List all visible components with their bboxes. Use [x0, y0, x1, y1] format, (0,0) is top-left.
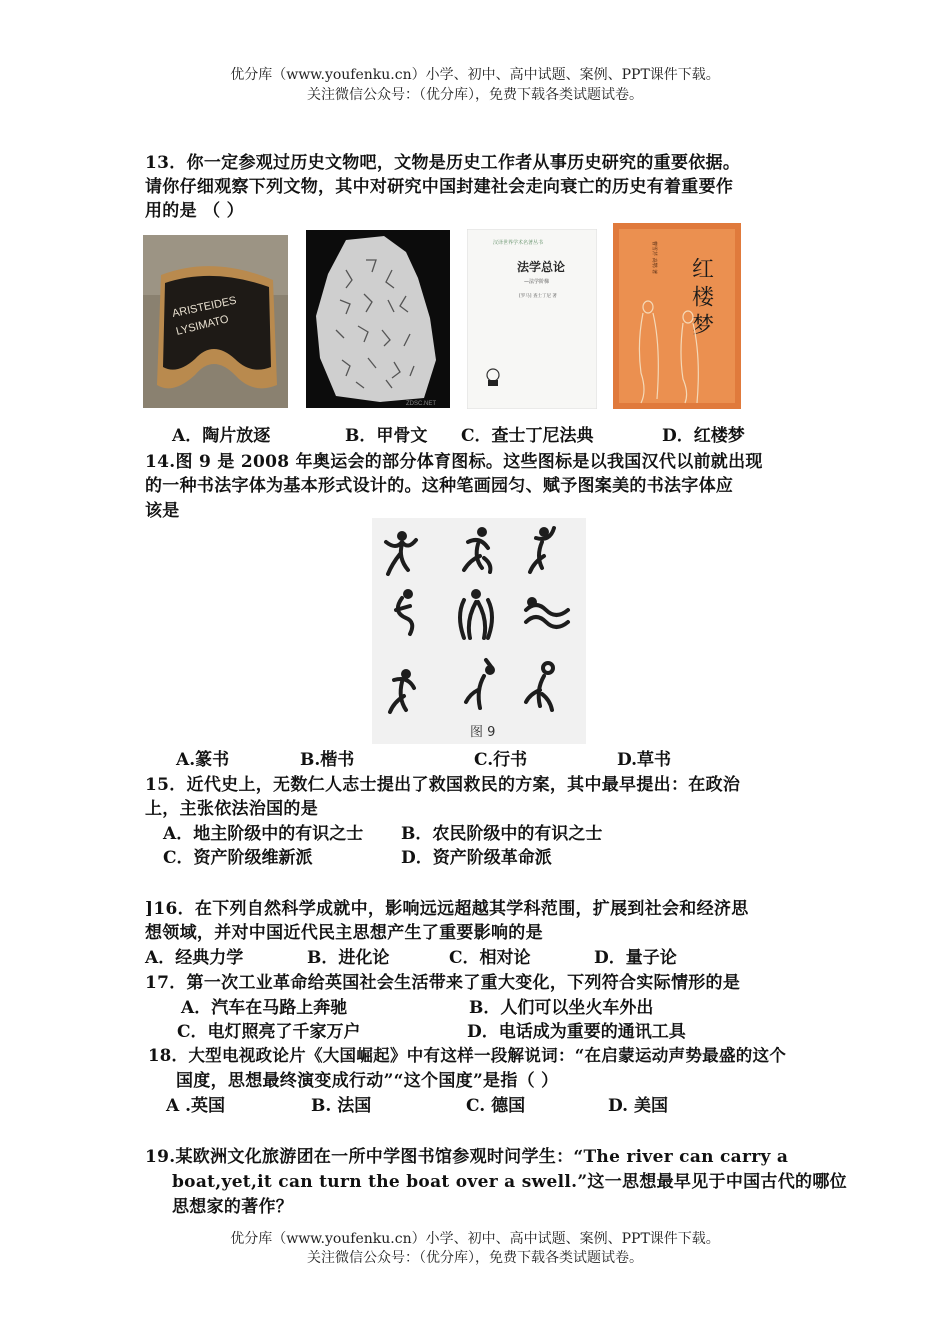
q13-line-2: 请你仔细观察下列文物，其中对研究中国封建社会走向衰亡的历史有着重要作 — [145, 177, 734, 197]
q14-option-c[interactable]: C.行书 — [474, 750, 528, 770]
footer-line-2: 关注微信公众号：（优分库），免费下载各类试题试卷。 — [307, 1250, 643, 1266]
q17-option-a[interactable]: A．汽车在马路上奔驰 — [181, 998, 348, 1018]
header-line-2: 关注微信公众号：（优分库），免费下载各类试题试卷。 — [307, 87, 643, 103]
q13-option-d[interactable]: D．红楼梦 — [662, 426, 745, 446]
q13-line-1: 13．你一定参观过历史文物吧，文物是历史工作者从事历史研究的重要依据。 — [145, 153, 741, 173]
book-d-title: 红楼梦 — [688, 257, 714, 341]
q19-line-2: boat,yet,it can turn the boat over a swell.”这一思想最早见于中国古代的哪位 — [172, 1172, 847, 1192]
q13-option-c[interactable]: C．查士丁尼法典 — [461, 426, 594, 446]
q16-option-c[interactable]: C．相对论 — [449, 948, 531, 968]
q18-option-a[interactable]: A .英国 — [166, 1096, 226, 1116]
book-cover-hongloumeng-photo — [613, 223, 741, 413]
header-line-1: 优分库（www.youfenku.cn）小学、初中、高中试题、案例、PPT课件下载。 — [230, 67, 720, 83]
q15-option-d[interactable]: D．资产阶级革命派 — [401, 848, 552, 868]
q18-option-b[interactable]: B. 法国 — [311, 1096, 372, 1116]
q14-option-d[interactable]: D.草书 — [617, 750, 672, 770]
q13-option-a[interactable]: A．陶片放逐 — [172, 426, 271, 446]
book-c-author: [罗马] 查士丁尼 著 — [519, 294, 557, 299]
pottery-shard-photo — [143, 235, 288, 412]
q14-line-1: 14.图 9 是 2008 年奥运会的部分体育图标。这些图标是以我国汉代以前就出现 — [145, 452, 763, 472]
shard-inscription-1: ARISTEIDES — [171, 294, 238, 320]
q14-option-b[interactable]: B.楷书 — [300, 750, 355, 770]
book-d-author: 曹雪芹 高鹗 著 — [651, 241, 657, 275]
q18-line-2: 国度，思想最终演变成行动”“这个国度”是指（ ） — [176, 1071, 559, 1091]
footer-line-1: 优分库（www.youfenku.cn）小学、初中、高中试题、案例、PPT课件下载。 — [230, 1231, 720, 1247]
q15-line-2: 上，主张依法治国的是 — [145, 799, 318, 819]
book-c-series: 汉译世界学术名著丛书 — [493, 240, 544, 246]
q17-option-b[interactable]: B．人们可以坐火车外出 — [469, 998, 654, 1018]
figure-9-caption: 图 9 — [470, 725, 496, 740]
q16-option-a[interactable]: A．经典力学 — [145, 948, 244, 968]
q16-option-d[interactable]: D．量子论 — [594, 948, 677, 968]
q19-line-3: 思想家的著作？ — [172, 1197, 294, 1217]
q14-line-3: 该是 — [145, 501, 180, 521]
q17-option-d[interactable]: D．电话成为重要的通讯工具 — [467, 1022, 686, 1042]
olympic-pictograms-figure — [372, 518, 586, 748]
q16-line-2: 想领域，并对中国近代民主思想产生了重要影响的是 — [145, 923, 543, 943]
shard-inscription-2: LYSIMATO — [174, 313, 230, 338]
q15-option-a[interactable]: A．地主阶级中的有识之士 — [163, 824, 364, 844]
oracle-bone-photo — [306, 230, 450, 412]
q14-option-a[interactable]: A.篆书 — [176, 750, 230, 770]
q13-line-3: 用的是 （ ） — [145, 201, 244, 221]
book-cover-law-photo — [467, 229, 597, 413]
q17-option-c[interactable]: C．电灯照亮了千家万户 — [177, 1022, 361, 1042]
q15-option-b[interactable]: B．农民阶级中的有识之士 — [401, 824, 603, 844]
q15-option-c[interactable]: C．资产阶级维新派 — [163, 848, 313, 868]
q15-line-1: 15．近代史上，无数仁人志士提出了救国救民的方案，其中最早提出：在政治 — [145, 775, 741, 795]
q14-line-2: 的一种书法字体为基本形式设计的。这种笔画园匀、赋予图案美的书法字体应 — [145, 476, 734, 496]
book-c-title: 法学总论 — [517, 260, 566, 274]
q18-line-1: 18．大型电视政论片《大国崛起》中有这样一段解说词：“在启蒙运动声势最盛的这个 — [148, 1046, 787, 1065]
q18-option-c[interactable]: C. 德国 — [466, 1096, 526, 1116]
book-c-subtitle: —法学阶梯 — [524, 279, 550, 285]
q16-line-1: ]16．在下列自然科学成就中，影响远远超越其学科范围，扩展到社会和经济思 — [145, 899, 749, 919]
q19-line-1: 19.某欧洲文化旅游团在一所中学图书馆参观时问学生：“The river can carry a — [145, 1147, 789, 1167]
q13-option-b[interactable]: B．甲骨文 — [345, 426, 428, 446]
q16-option-b[interactable]: B．进化论 — [307, 948, 390, 968]
q18-option-d[interactable]: D. 美国 — [608, 1096, 668, 1116]
bone-watermark: ZDSC.NET — [406, 401, 436, 407]
q17-line-1: 17．第一次工业革命给英国社会生活带来了重大变化，下列符合实际情形的是 — [145, 973, 741, 993]
